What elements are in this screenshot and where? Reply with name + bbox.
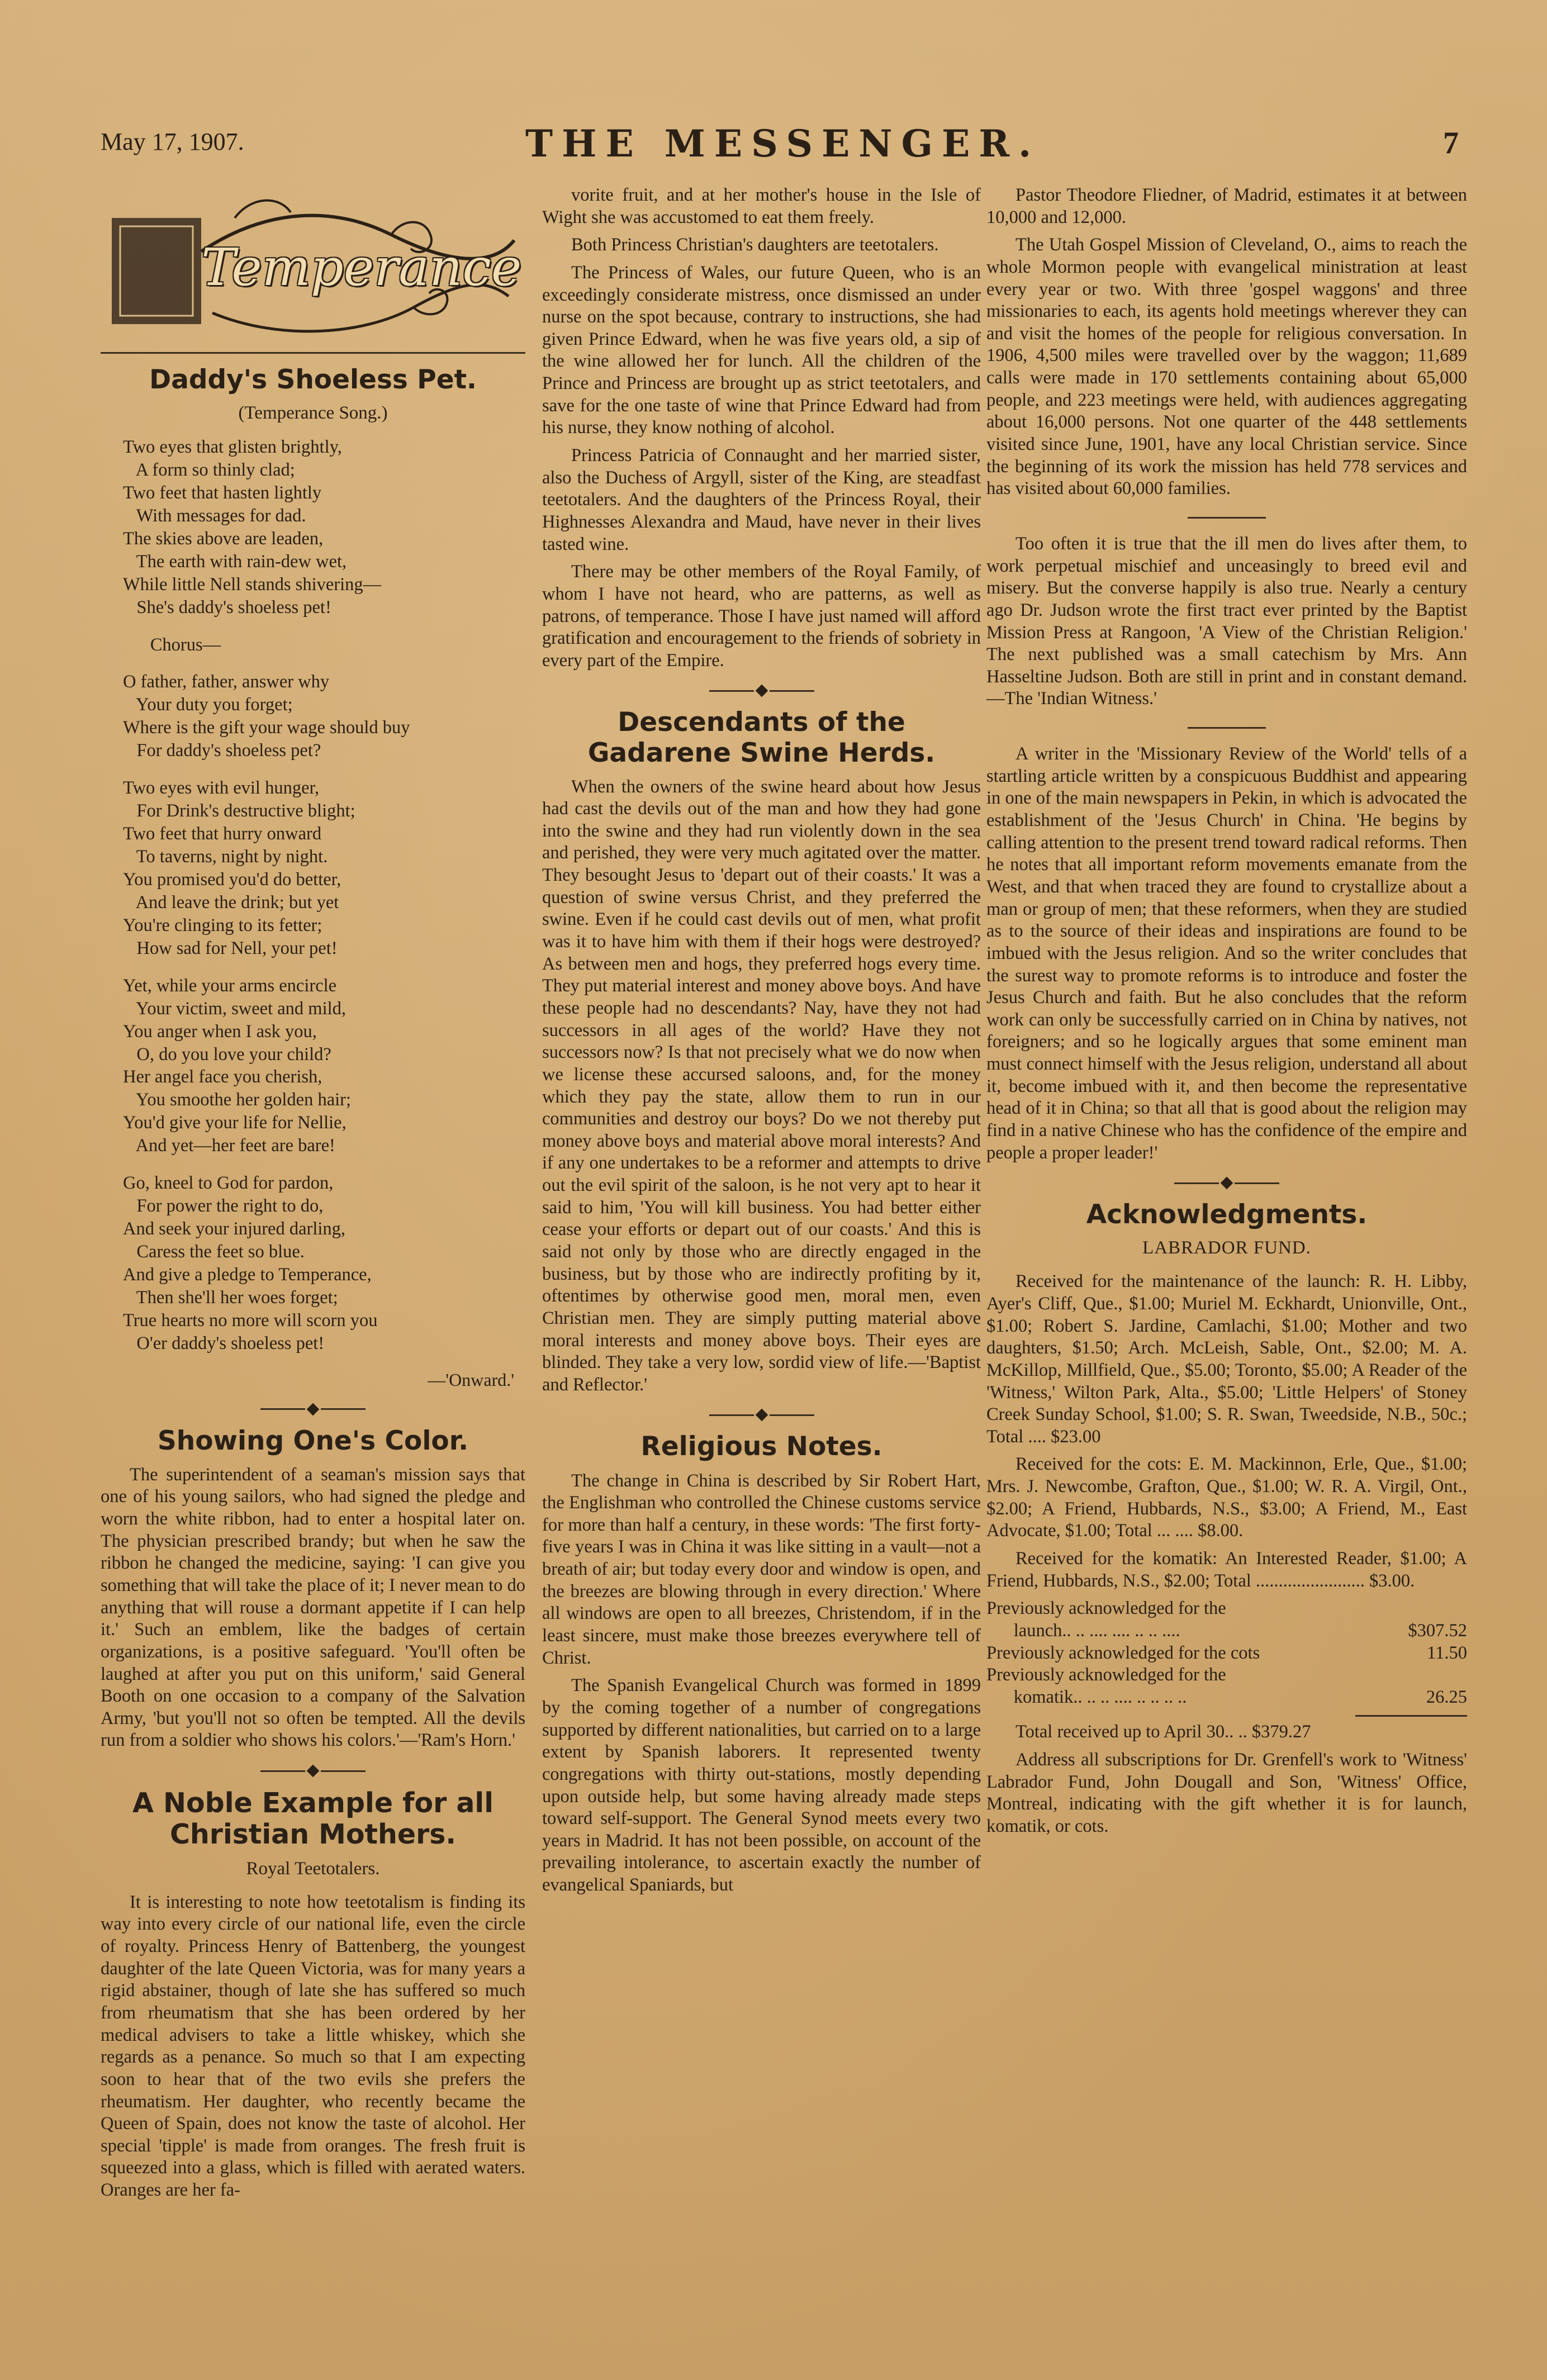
poem-body (123, 436, 525, 1355)
poem-line: And seek your injured darling, (123, 1219, 346, 1239)
article-paragraph: Princess Patricia of Connaught and her married sister, also the Duchess of Argyll, sister of the King, are steadfast teetotalers. And the daughters of the Princess Royal, their Highnesses Alexandra and Maud, have never in their lives tasted wine. (542, 445, 981, 554)
poem-line: Two feet that hurry onward (123, 824, 322, 844)
poem-line: You're clinging to its fetter; (123, 915, 322, 935)
poem-line: Two eyes that glisten brightly, (123, 437, 342, 458)
poem-line: Her angel face you cherish, (123, 1067, 322, 1087)
poem-line: The skies above are leaden, (123, 528, 324, 549)
poem-line: O, do you love your child? (123, 1044, 331, 1065)
ledger-row (986, 1642, 1467, 1665)
ledger-row (986, 1620, 1467, 1642)
ledger-row (986, 1598, 1467, 1620)
logo-word: Temperance (201, 237, 522, 297)
ledger-amount: 26.25 (1426, 1687, 1467, 1707)
poem-line: You'd give your life for Nellie, (123, 1113, 347, 1133)
poem-line: You promised you'd do better, (123, 869, 341, 890)
poem-line: You smoothe her golden hair; (123, 1090, 352, 1110)
komatik-receipts: Received for the komatik: An Interested Reader, $1.00; A Friend, Hubbards, N.S., $2.00; Total ........................ $3.00. (986, 1548, 1467, 1591)
section-divider (101, 1405, 525, 1414)
poem-line: True hearts no more will scorn you (123, 1310, 378, 1331)
article-paragraph: The Utah Gospel Mission of Cleveland, O., aims to reach the whole Mormon people with evangelical ministration at least every year or two. With three 'gospel waggons' and three missionaries to each, its agents hold meetings wherever they can and visit the homes of the people for religious conversation. In 1906, 4,500 miles were travelled over by the waggon; 11,689 calls were made in 170 settlements containing about 65,000 people, and 223 meetings were held, with audiences aggregating about 16,000 persons. Not one quarter of the 448 settlements visited since June, 1901, have any local Christian service. Since the beginning of its work the mission has held 778 services and has visited about 60,000 families. (986, 235, 1467, 499)
color-article-body (101, 1464, 525, 1752)
notes-upper (986, 184, 1467, 500)
ledger-amount: 11.50 (1427, 1642, 1467, 1663)
poem-stanza (123, 975, 525, 1158)
column-3 (986, 184, 1467, 2346)
section-divider (542, 1410, 981, 1419)
acknowledgments-title: Acknowledgments. (1086, 1199, 1368, 1231)
poem-line: For Drink's destructive blight; (123, 801, 355, 821)
article-paragraph: A writer in the 'Missionary Review of the World' tells of a startling article written by a conspicuous Buddhist and appearing in one of the main newspapers in Pekin, in which is advocated the establishment of the 'Jesus Church' in China. 'He begins by calling attention to the present trend toward radical reforms. Then he notes that all important reform movements emanate from the West, and that when traced they are found to crystallize about a man or group of men; that these reformers, when they are studied as to the source of their ideas and inspirations are found to be imbued with the Jesus religion. And so the writer concludes that the surest way to promote reforms is to introduce and foster the Jesus Church and faith. But he also concludes that the reform work can only be successfully carried on in China by natives, not foreigners; and so he logically argues that some eminent man must connect himself with the Jesus religion, understand all about it, become imbued with it, and then become the representative head of it in China; so that all that is good about the religion may find in a native Chinese who has the confidence of the empire and people a proper leader!' (986, 744, 1467, 1163)
ledger-label: Previously acknowledged for the (986, 1665, 1226, 1685)
color-article-title: Showing One's Color. (157, 1425, 469, 1456)
divider-line (1188, 727, 1266, 729)
poem-attribution: —'Onward.' (428, 1369, 514, 1390)
poem-line: She's daddy's shoeless pet! (123, 597, 331, 617)
cots-receipts: Received for the cots: E. M. Mackinnon, Erle, Que., $1.00; Mrs. J. Newcombe, Grafton, Que., $1.00; W. R. A. Virgil, Ont., $2.00; A Friend, Hubbards, N.S., $3.00; A Friend, M., East Advocate, $1.00; Total ... .... $8.00. (986, 1454, 1467, 1541)
article-paragraph: When the owners of the swine heard about how Jesus had cast the devils out of the man and how they had gone into the swine and they had run violently down in the sea and perished, they were very much agitated over the matter. They besought Jesus to 'depart out of their coasts.' It was a question of swine versus Christ, and they preferred the swine. Even if he could cast devils out of men, what profit was it to have him with them if their hogs were destroyed? As between men and hogs, they preferred hogs every time. They put material interest and money above boys. And have these people had no descendants? Nay, have they not had successors in all ages of the world? Have they not successors now? Is that not precisely what we do now when we license these accursed saloons, and, for the money which they pay the state, allow them to run in our communities and destroy our boys? Do we not thereby put money above boys and material above moral interests? And if any one undertakes to be a reformer and attempts to drive out the evil spirit of the saloon, is he not very apt to hear it said to him, 'You will kill business. You had better either cease your efforts or depart out of our coasts.' And this is said not only by those who are directly engaged in the business, but by those who are indirectly profiting by it, oftentimes by otherwise good men, moral men, even Christian men. They are simply putting material above moral interests and money above boys. Their eyes are blinded. They take a very low, sordid view of life.—'Baptist and Reflector.' (542, 776, 981, 1395)
poem-line: Yet, while your arms encircle (123, 975, 337, 996)
poem-line: Then she'll her woes forget; (123, 1287, 338, 1308)
article-paragraph: It is interesting to note how teetotalism is finding its way into every circle of our national life, even the circle of royalty. Princess Henry of Battenberg, the youngest daughter of the late Queen Victoria, was for many years a rigid abstainer, though of late she has suffered so much from rheumatism that she has been ordered by her medical advisers to take a little whiskey, which she regards as a penance. So much so that I am expecting soon to hear that of the two evils she prefers the rheumatism. Her daughter, who recently became the Queen of Spain, does not know the taste of alcohol. Her special 'tipple' is made from oranges. The fresh fruit is squeezed into a glass, which is filled with aerated waters. Oranges are her fa- (101, 1892, 525, 2201)
divider-line (101, 352, 525, 354)
poem-line: For power the right to do, (123, 1196, 324, 1217)
poem-line: You anger when I ask you, (123, 1021, 317, 1042)
article-paragraph: The Princess of Wales, our future Queen, who is an exceedingly considerate mistress, once dismissed an under nurse on the spot because, contrary to instructions, she had given Prince Edward, when he was five years old, a sip of the wine allowed her for lunch. All the children of the Prince and Princess are brought up as strict teetotalers, and save for the one taste of wine that Prince Edward had from his nurse, they know nothing of alcohol. (542, 262, 981, 438)
royal-article-continued (542, 184, 981, 672)
noble-article-body (101, 1892, 525, 2202)
poem-line: Your duty you forget; (123, 695, 293, 715)
fund-label: LABRADOR FUND. (1142, 1238, 1311, 1258)
poem-line: Chorus— (123, 634, 221, 655)
poem-line: O father, father, answer why (123, 672, 330, 692)
masthead (101, 122, 1459, 167)
poem-line: And leave the drink; but yet (123, 892, 339, 913)
poem-line: Your victim, sweet and mild, (123, 998, 347, 1019)
total-received: Total received up to April 30.. .. $379.27 (1015, 1722, 1311, 1742)
previous-acknowledgments (986, 1598, 1467, 1708)
section-divider (986, 1179, 1467, 1187)
notes-lower (986, 743, 1467, 1164)
poem-line: The earth with rain-dew wet, (123, 551, 347, 572)
poem-line: Two eyes with evil hunger, (123, 778, 320, 799)
religious-notes-body (542, 1470, 981, 1897)
ledger-amount: $307.52 (1408, 1620, 1467, 1641)
sum-rule (1355, 1715, 1467, 1717)
poem-line: Go, kneel to God for pardon, (123, 1173, 334, 1194)
poem-line: Where is the gift your wage should buy (123, 718, 410, 738)
divider-line (1188, 517, 1266, 519)
poem-line: Two feet that hasten lightly (123, 482, 322, 503)
noble-article-subtitle: Royal Teetotalers. (246, 1858, 380, 1879)
issue-date: May 17, 1907. (101, 128, 244, 155)
swine-article-body (542, 776, 981, 1396)
poem-line: While little Nell stands shivering— (123, 574, 382, 595)
religious-notes-title: Religious Notes. (640, 1431, 882, 1462)
launch-receipts: Received for the maintenance of the launch: R. H. Libby, Ayer's Cliff, Que., $1.00; Muriel M. Eckhardt, Unionville, Ont., $1.00; Robert S. Jardine, Camlachi, $1.00; Mother and two daughters, $1.50; Arch. McLeish, Sable, Ont., $2.00; M. A. McKillop, Millfield, Que., $5.00; Toronto, $5.00; A Reader of the 'Witness,' Wilton Park, Alta., $5.00; 'Little Helpers' of Stoney Creek Sunday School, $1.00; S. R. Swan, Tweedside, N.B., 50c.; Total .... $23.00 (986, 1271, 1467, 1447)
poem-title: Daddy's Shoeless Pet. (149, 364, 477, 395)
poem-stanza (123, 671, 525, 762)
address-note: Address all subscriptions for Dr. Grenfell's work to 'Witness' Labrador Fund, John Dougall and Son, 'Witness' Office, Montreal, indicating with the gift whether it is for launch, komatik, or cots. (986, 1750, 1467, 1837)
page-number: 7 (1443, 126, 1459, 160)
article-paragraph: The superintendent of a seaman's mission says that one of his young sailors, who had signed the pledge and worn the white ribbon, had to enter a hospital later on. The physician prescribed brandy; but when he saw the ribbon he changed the medicine, saying: 'I can give you something that will take the place of it; I never mean to do anything that will rouse a dormant appetite if I can help it.' Such an emblem, like the badges of certain organizations, is a positive safeguard. 'You'll often be laughed at after you put on this uniform,' said General Booth on one occasion to a company of the Salvation Army, 'but you'll not so often be tempted. All the devils run from a soldier who shows his colors.'—'Ram's Horn.' (101, 1464, 525, 1751)
poem-stanza (123, 1172, 525, 1355)
article-paragraph: Both Princess Christian's daughters are teetotalers. (571, 235, 939, 255)
article-paragraph: There may be other members of the Royal Family, of whom I have not heard, who are patterns, as well as patrons, of temperance. Those I have just named will afford gratification and encouragement to the friends of sobriety in every part of the Empire. (542, 562, 981, 671)
section-divider (101, 1766, 525, 1775)
ledger-label: Previously acknowledged for the cots (986, 1642, 1260, 1663)
section-divider (542, 686, 981, 695)
newspaper-title: THE MESSENGER. (525, 122, 1041, 165)
ledger-label: komatik.. .. .. .... .. .. .. .. (986, 1687, 1187, 1707)
noble-article-title: A Noble Example for all Christian Mothers. (132, 1787, 494, 1851)
swine-article-title: Descendants of the Gadarene Swine Herds. (587, 707, 936, 768)
poem-stanza (123, 777, 525, 960)
poem-line: O'er daddy's shoeless pet! (123, 1333, 325, 1353)
ledger-label: Previously acknowledged for the (986, 1598, 1226, 1619)
poem-line: And give a pledge to Temperance, (123, 1264, 372, 1285)
poem-stanza (123, 634, 525, 657)
article-paragraph: The change in China is described by Sir Robert Hart, the Englishman who controlled the Chinese customs service for more than half a century, in these words: 'The first forty-five years I was in China it was like sitting in a vault—not a breath of air; but today every door and window is open, and the breezes are blowing through in every direction.' Where all windows are open to all breezes, Christendom, if in the least sincere, must make those breezes everywhere tell of Christ. (542, 1470, 981, 1668)
ledger-row (986, 1687, 1467, 1709)
poem-stanza (123, 436, 525, 619)
poem-line: A form so thinly clad; (123, 459, 295, 480)
poem-line: How sad for Nell, your pet! (123, 938, 338, 958)
poem-line: For daddy's shoeless pet? (123, 740, 321, 761)
poem-subtitle: (Temperance Song.) (238, 403, 388, 424)
poem-line: With messages for dad. (123, 505, 306, 526)
poem-line: Caress the feet so blue. (123, 1242, 305, 1262)
article-paragraph: Too often it is true that the ill men do lives after them, to work perpetual mischief and unceasingly to breed evil and misery. But the converse happily is also true. Nearly a century ago Dr. Judson wrote the first tract ever printed by the Baptist Mission Press at Rangoon, 'A View of the Christian Religion.' The next published was a small catechism by Mrs. Ann Hasseltine Judson. Both are still in print and in constant demand. —The 'Indian Witness.' (986, 533, 1467, 709)
article-paragraph: The Spanish Evangelical Church was formed in 1899 by the coming together of a number of congregations supported by different nationalities, but carried on to a large extent by Spanish laborers. It represented twenty congregations with thirty out-stations, mostly depending upon outside help, but some having already made steps toward self-support. The General Synod meets every two years in Madrid. It has not been possible, on account of the prevailing intolerance, to ascertain exactly the number of evangelical Spaniards, but (542, 1675, 981, 1896)
ledger-label: launch.. .. .... .... .. .. .... (986, 1620, 1180, 1641)
ledger-row (986, 1664, 1467, 1687)
notes-middle (986, 533, 1467, 710)
column-1 (101, 184, 525, 2346)
poem-line: And yet—her feet are bare! (123, 1136, 335, 1156)
article-paragraph: vorite fruit, and at her mother's house in the Isle of Wight she was accustomed to eat them freely. (542, 185, 981, 227)
temperance-logo (101, 184, 525, 346)
column-2 (542, 184, 981, 2346)
article-paragraph: Pastor Theodore Fliedner, of Madrid, estimates it at between 10,000 and 12,000. (986, 185, 1467, 227)
poem-line: To taverns, night by night. (123, 847, 328, 867)
